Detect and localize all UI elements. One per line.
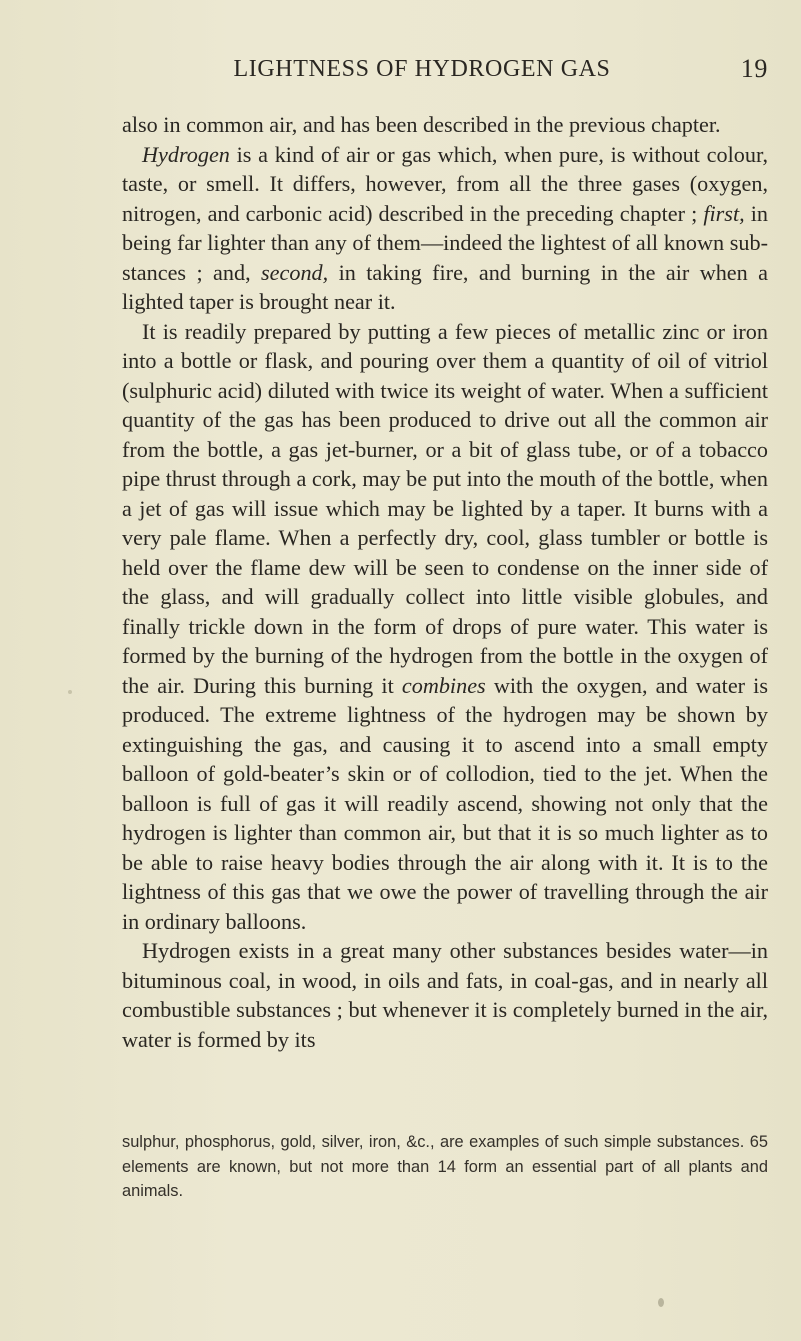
page-number: 19 <box>740 54 768 83</box>
italic-term: Hydrogen <box>142 141 230 167</box>
footnote: sulphur, phosphorus, gold, silver, iron, &c., are examples of such simple substances. 65 elements are known, but not more than 14 form an essential part of all plants and animals. <box>122 1133 768 1200</box>
italic-term: first, <box>703 200 745 226</box>
text-segment: in being far lighter than any of them—indeed the lightest of all known substances ; and, <box>122 200 768 285</box>
body-text <box>122 110 768 1054</box>
running-header <box>122 52 768 86</box>
paragraph <box>122 936 768 1054</box>
text-segment: in taking fire, and burning in the air when a lighted taper is brought near it. <box>122 259 768 314</box>
paper-blemish <box>68 690 72 694</box>
text-segment: with the oxygen, and water is produced. The extreme lightness of the hydrogen may be shown by extinguishing the gas, and causing it to ascend into a small empty balloon of gold-beater’s skin or of collodion, tied to the jet. When the balloon is full of gas it will readily ascend, showing not only that the hydrogen is lighter than common air, but that it is so much lighter as to be able to raise heavy bodies through the air along with it. It is to the lightness of this gas that we owe the power of travelling through the air in ordinary balloons. <box>122 672 768 934</box>
text-segment: is a kind of air or gas which, when pure, is without colour, taste, or smell. It differs, however, from all the three gases (oxygen, nitrogen, and carbonic acid) described in the preceding chapter ; <box>122 141 768 226</box>
paragraph <box>122 317 768 937</box>
running-title: LIGHTNESS OF HYDROGEN GAS <box>233 56 611 82</box>
text-segment: It is readily prepared by putting a few pieces of metallic zinc or iron into a bottle or flask, and pouring over them a quantity of oil of vitriol (sulphuric acid) diluted with twice its weight of water. When a sufficient quantity of the gas has been produced to drive out all the common air from the bottle, a gas jet-burner, or a bit of glass tube, or of a tobacco pipe thrust through a cork, may be put into the mouth of the bottle, when a jet of gas will issue which may be lighted by a taper. It burns with a very pale flame. When a perfectly dry, cool, glass tumbler or bottle is held over the flame dew will be seen to condense on the inner side of the glass, and will gradually collect into little visible globules, and finally trickle down in the form of drops of pure water. This water is formed by the burning of the hydrogen from the bottle in the oxygen of the air. During this burning it <box>122 318 768 698</box>
text-segment: Hydrogen exists in a great many other substances besides water—in bituminous coal, in wood, in oils and fats, in coal-gas, and in nearly all combustible substances ; but whenever it is completely burned in the air, water is formed by its <box>122 938 768 1052</box>
paragraph <box>122 110 768 140</box>
text-segment: also in common air, and has been described in the previous chapter. <box>122 112 721 137</box>
italic-term: combines <box>401 672 486 698</box>
paragraph <box>122 140 768 317</box>
paper-speck <box>658 1298 664 1307</box>
italic-term: second, <box>261 259 329 285</box>
